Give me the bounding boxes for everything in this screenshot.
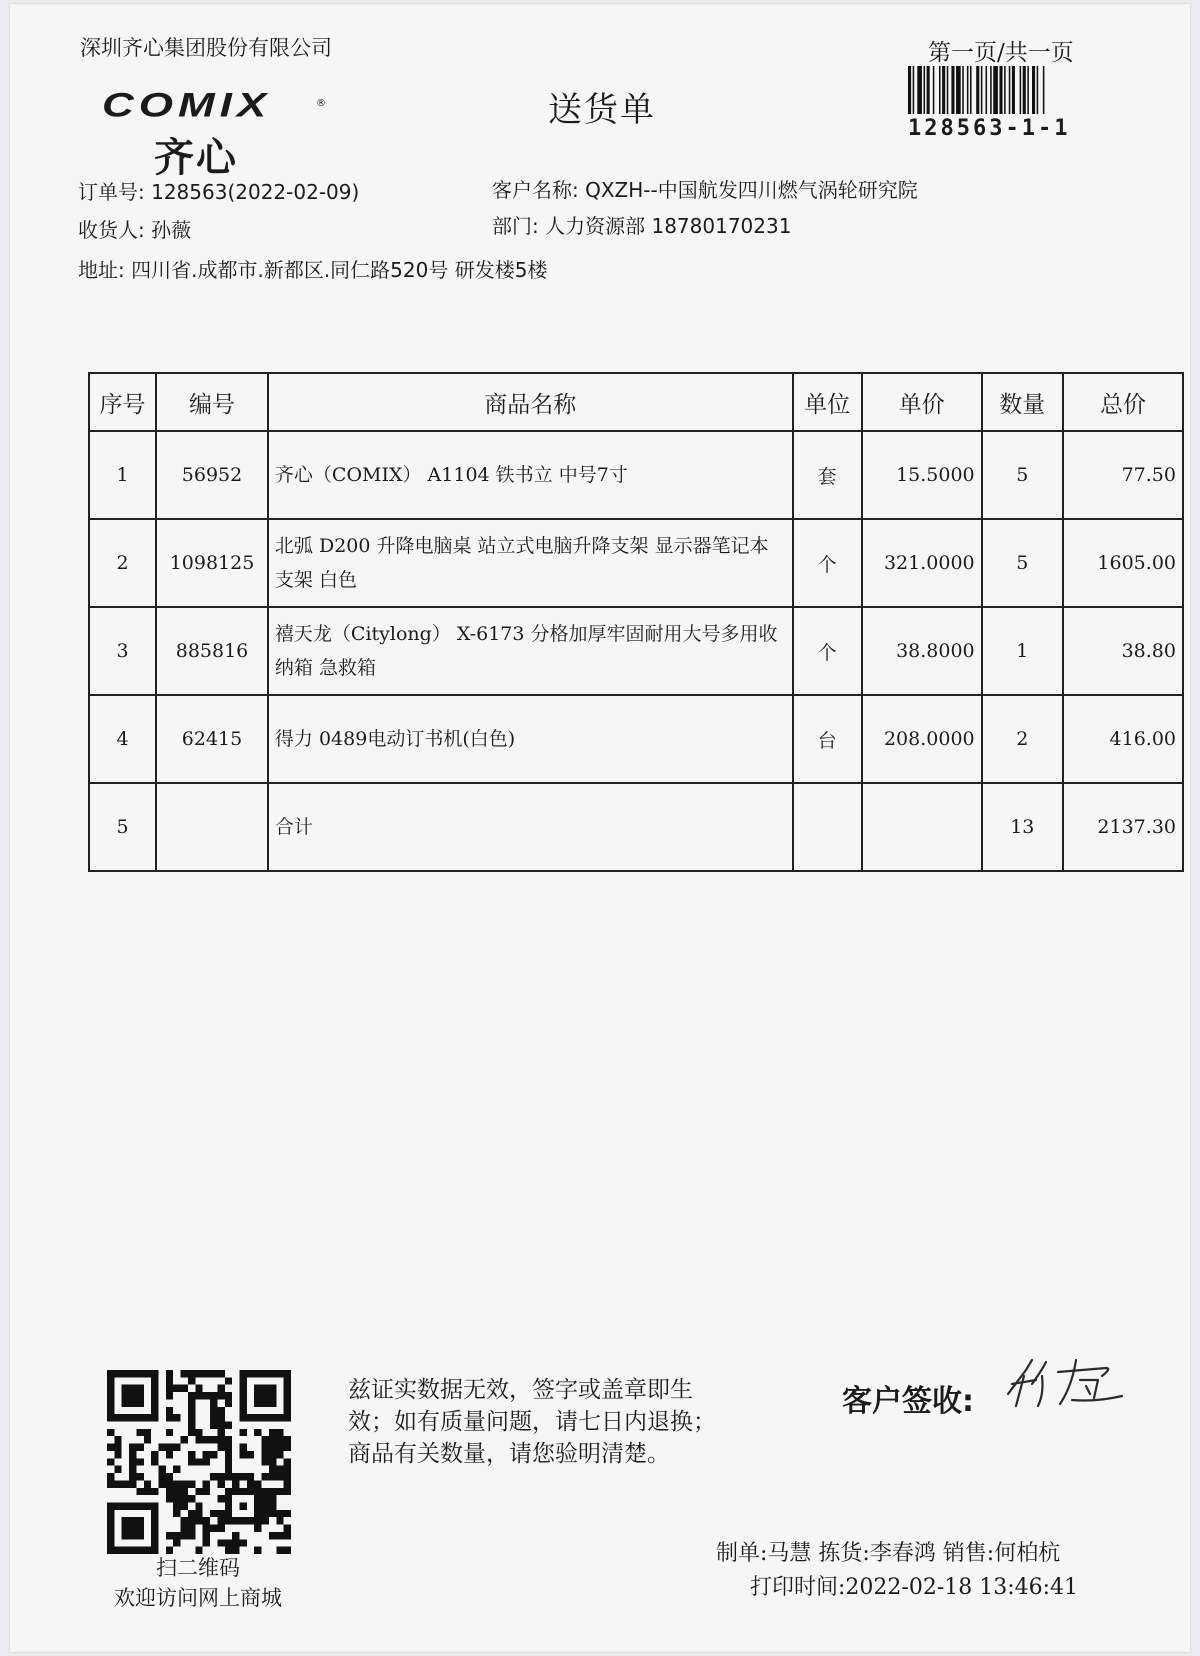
table-row xyxy=(89,695,1183,783)
table-row xyxy=(89,431,1183,519)
receiver-label: 收货人: xyxy=(78,218,145,242)
cell-total: 38.80 xyxy=(1063,607,1183,695)
cell-code: 62415 xyxy=(156,695,268,783)
cell-price xyxy=(862,783,982,871)
cell-total: 77.50 xyxy=(1063,431,1183,519)
cell-code: 1098125 xyxy=(156,519,268,607)
dept-value: 人力资源部 18780170231 xyxy=(545,214,792,238)
cell-qty: 1 xyxy=(982,607,1063,695)
address xyxy=(78,254,547,283)
cell-unit: 套 xyxy=(793,431,862,519)
goods-table xyxy=(88,372,1184,872)
cell-product-name: 禧天龙（Citylong） X-6173 分格加厚牢固耐用大号多用收纳箱 急救箱 xyxy=(268,607,793,695)
col-header-price: 单价 xyxy=(862,373,982,431)
delivery-note-sheet xyxy=(10,4,1190,1652)
cell-index: 3 xyxy=(89,607,156,695)
receiver xyxy=(78,214,191,243)
col-header-name: 商品名称 xyxy=(268,373,793,431)
notice-text xyxy=(348,1374,716,1470)
notice-line: 兹证实数据无效，签字或盖章即生 xyxy=(348,1377,693,1403)
cell-product-name: 北弧 D200 升降电脑桌 站立式电脑升降支架 显示器笔记本支架 白色 xyxy=(268,519,793,607)
cell-price: 15.5000 xyxy=(862,431,982,519)
department xyxy=(492,210,791,239)
order-label: 订单号: xyxy=(78,180,145,204)
cell-total: 416.00 xyxy=(1063,695,1183,783)
col-header-unit: 单位 xyxy=(793,373,862,431)
cell-price: 321.0000 xyxy=(862,519,982,607)
customer-label: 客户名称: xyxy=(492,178,579,202)
barcode-number: 128563-1-1 xyxy=(908,116,1071,141)
cell-total: 1605.00 xyxy=(1063,519,1183,607)
qr-code[interactable] xyxy=(107,1370,291,1554)
cell-code xyxy=(156,783,268,871)
col-header-code: 编号 xyxy=(156,373,268,431)
col-header-index: 序号 xyxy=(89,373,156,431)
cell-index: 4 xyxy=(89,695,156,783)
comix-logo: COMIX xyxy=(102,86,272,125)
dept-label: 部门: xyxy=(492,214,539,238)
customer-value: QXZH--中国航发四川燃气涡轮研究院 xyxy=(585,178,918,202)
cell-unit xyxy=(793,783,862,871)
cell-index: 1 xyxy=(89,431,156,519)
table-header-row xyxy=(89,373,1183,431)
customer-sign-label: 客户签收: xyxy=(842,1384,974,1419)
cell-index: 5 xyxy=(89,783,156,871)
order-value: 128563(2022-02-09) xyxy=(151,180,360,204)
notice-line: 效；如有质量问题，请七日内退换； xyxy=(348,1409,716,1435)
cell-price: 38.8000 xyxy=(862,607,982,695)
table-row xyxy=(89,607,1183,695)
cell-qty: 5 xyxy=(982,519,1063,607)
cell-unit: 台 xyxy=(793,695,862,783)
order-number xyxy=(78,176,359,205)
cell-price: 208.0000 xyxy=(862,695,982,783)
address-label: 地址: xyxy=(78,258,125,282)
barcode xyxy=(908,66,1118,114)
address-value: 四川省.成都市.新都区.同仁路520号 研发楼5楼 xyxy=(131,258,548,282)
cell-qty: 5 xyxy=(982,431,1063,519)
staff-line: 制单:马慧 拣货:李春鸿 销售:何柏杭 xyxy=(716,1541,1061,1566)
receiver-value: 孙薇 xyxy=(151,218,192,242)
cell-index: 2 xyxy=(89,519,156,607)
cell-total-qty: 13 xyxy=(982,783,1063,871)
cell-product-name: 齐心（COMIX） A1104 铁书立 中号7寸 xyxy=(268,431,793,519)
qr-caption-scan: 扫二维码 xyxy=(156,1556,240,1580)
table-row xyxy=(89,519,1183,607)
cell-total-label: 合计 xyxy=(268,783,793,871)
handwritten-signature xyxy=(1002,1350,1128,1412)
document-title: 送货单 xyxy=(548,90,656,130)
registered-mark: ® xyxy=(316,98,326,109)
page-indicator: 第一页/共一页 xyxy=(928,40,1074,66)
cell-grand-total: 2137.30 xyxy=(1063,783,1183,871)
cell-unit: 个 xyxy=(793,607,862,695)
cell-product-name: 得力 0489电动订书机(白色) xyxy=(268,695,793,783)
qr-caption-shop: 欢迎访问网上商城 xyxy=(114,1586,282,1610)
cell-unit: 个 xyxy=(793,519,862,607)
col-header-qty: 数量 xyxy=(982,373,1063,431)
col-header-total: 总价 xyxy=(1063,373,1183,431)
logo-chinese-name: 齐心 xyxy=(154,135,238,181)
table-total-row xyxy=(89,783,1183,871)
cell-code: 885816 xyxy=(156,607,268,695)
print-time: 打印时间:2022-02-18 13:46:41 xyxy=(750,1575,1079,1600)
customer-name xyxy=(492,174,918,203)
company-name: 深圳齐心集团股份有限公司 xyxy=(80,36,332,60)
cell-code: 56952 xyxy=(156,431,268,519)
cell-qty: 2 xyxy=(982,695,1063,783)
notice-line: 商品有关数量，请您验明清楚。 xyxy=(348,1441,670,1467)
